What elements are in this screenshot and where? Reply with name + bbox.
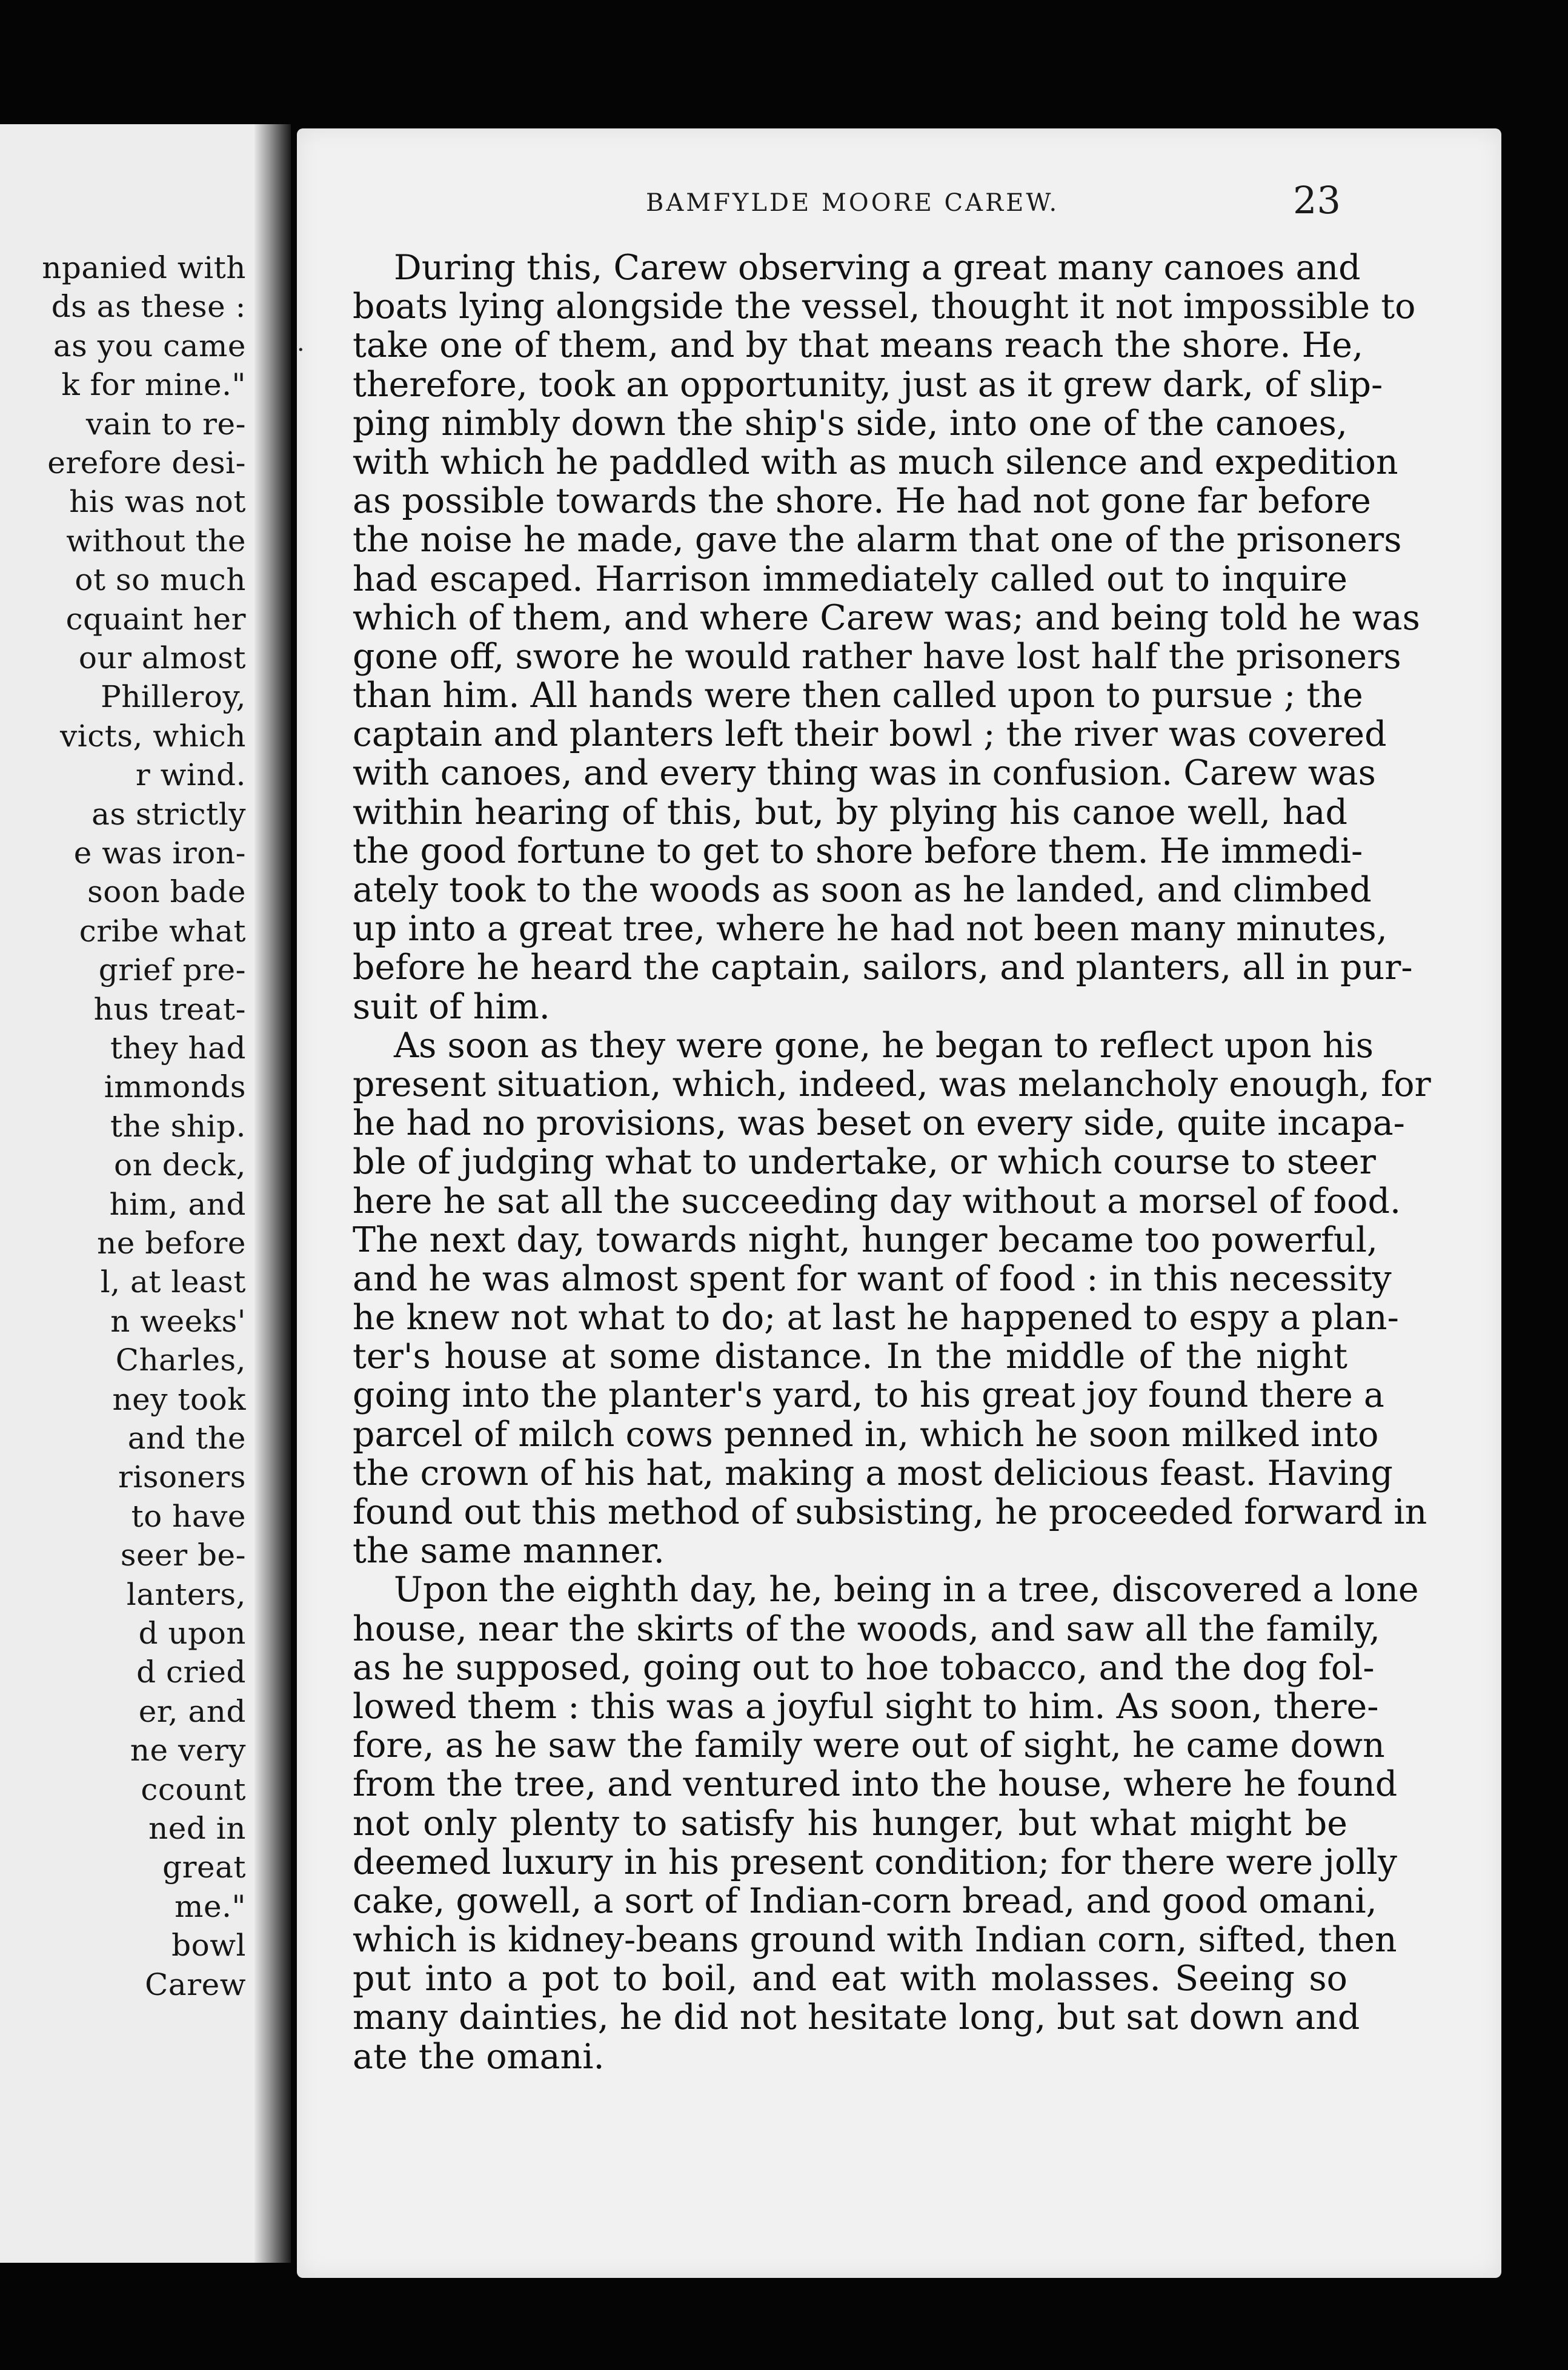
text-line: as he supposed, going out to hoe tobacco, and the dog fol- — [353, 1647, 1375, 1688]
book-gutter — [254, 124, 291, 2263]
facing-page-line: seer be- — [120, 1538, 246, 1573]
facing-page-line: l, at least — [100, 1264, 246, 1300]
text-line: the crown of his hat, making a most delicious feast. Having — [353, 1453, 1393, 1493]
text-line: captain and planters left their bowl ; the river was covered — [353, 714, 1387, 755]
facing-page-line: cribe what — [79, 913, 246, 949]
text-line: ate the omani. — [353, 2036, 605, 2077]
text-line: Upon the eighth day, he, being in a tree, discovered a lone — [394, 1570, 1419, 1610]
facing-page-line: ne very — [130, 1733, 246, 1768]
text-line: before he heard the captain, sailors, and planters, all in pur- — [353, 948, 1413, 988]
facing-page-line: Carew — [145, 1967, 246, 2002]
text-line: from the tree, and ventured into the house, where he found — [353, 1764, 1398, 1805]
facing-page-line: Philleroy, — [101, 679, 246, 715]
facing-page-line: ot so much — [75, 562, 246, 598]
text-line: fore, as he saw the family were out of sight, he came down — [353, 1725, 1385, 1766]
facing-page-line: as you came — [53, 328, 246, 363]
facing-page-line: his was not — [69, 484, 246, 520]
text-line: As soon as they were gone, he began to reflect upon his — [394, 1025, 1374, 1066]
text-line: ble of judging what to undertake, or which course to steer — [353, 1142, 1376, 1183]
text-line: deemed luxury in his present condition; for there were jolly — [353, 1842, 1397, 1882]
facing-page-line: n weeks' — [110, 1303, 246, 1339]
facing-page-line: risoners — [118, 1459, 246, 1495]
text-line: present situation, which, indeed, was melancholy enough, for — [353, 1064, 1431, 1104]
text-line: During this, Carew observing a great many canoes and — [394, 248, 1361, 288]
facing-page-line: d upon — [138, 1616, 246, 1651]
text-line: take one of them, and by that means reach the shore. He, — [353, 325, 1364, 366]
text-line: here he sat all the succeeding day without a morsel of food. — [353, 1181, 1401, 1221]
text-line: many dainties, he did not hesitate long, but sat down and — [353, 1997, 1360, 2038]
text-line: going into the planter's yard, to his great joy found there a — [353, 1375, 1384, 1416]
facing-page-line: d cried — [136, 1655, 246, 1690]
text-line: The next day, towards night, hunger became too powerful, — [353, 1220, 1378, 1260]
text-line: parcel of milch cows penned in, which he soon milked into — [353, 1414, 1379, 1455]
facing-page-line: ds as these : — [51, 289, 246, 325]
text-line: which of them, and where Carew was; and being told he was — [353, 597, 1420, 638]
text-line: up into a great tree, where he had not been many minutes, — [353, 909, 1387, 949]
text-line: he knew not what to do; at last he happened to espy a plan- — [353, 1298, 1399, 1338]
facing-page-line: and the — [127, 1421, 246, 1456]
text-line: put into a pot to boil, and eat with molasses. Seeing so — [353, 1959, 1347, 1999]
facing-page-line: him, and — [109, 1186, 246, 1222]
text-line: therefore, took an opportunity, just as it grew dark, of slip- — [353, 364, 1383, 405]
facing-page-line: victs, which — [60, 718, 246, 754]
facing-page-line: e was iron- — [73, 835, 246, 871]
text-line: had escaped. Harrison immediately called out to inquire — [353, 559, 1347, 599]
facing-page-line: soon bade — [87, 874, 246, 910]
text-line: with canoes, and every thing was in confusion. Carew was — [353, 753, 1376, 794]
facing-page-line: they had — [110, 1031, 246, 1066]
text-line: ately took to the woods as soon as he landed, and climbed — [353, 870, 1372, 910]
text-line: ter's house at some distance. In the middle of the night — [353, 1336, 1347, 1377]
text-line: cake, gowell, a sort of Indian-corn bread, and good omani, — [353, 1880, 1377, 1921]
text-line: gone off, swore he would rather have lost half the prisoners — [353, 636, 1401, 677]
facing-page-line: k for mine." — [61, 367, 246, 403]
facing-page-line: ned in — [148, 1811, 246, 1846]
text-line: with which he paddled with as much silence and expedition — [353, 442, 1398, 482]
text-line: which is kidney-beans ground with Indian corn, sifted, then — [353, 1920, 1397, 1960]
facing-page-line: the ship. — [110, 1108, 246, 1144]
facing-page-line: cquaint her — [65, 601, 246, 637]
facing-page-line: our almost — [78, 640, 246, 675]
page-number: 23 — [1293, 178, 1341, 222]
facing-page-line: me." — [174, 1888, 246, 1924]
text-line: found out this method of subsisting, he proceeded forward in — [353, 1492, 1427, 1532]
text-line: the same manner. — [353, 1531, 665, 1572]
text-line: the noise he made, gave the alarm that one of the prisoners — [353, 520, 1402, 560]
facing-page-line: as strictly — [91, 796, 246, 832]
facing-page-line: ne before — [97, 1226, 246, 1261]
text-line: ping nimbly down the ship's side, into one of the canoes, — [353, 403, 1347, 443]
body-text — [353, 248, 1431, 2077]
facing-page-line: to have — [131, 1498, 246, 1534]
facing-page-line: r wind. — [135, 757, 246, 793]
facing-page-line: great — [162, 1850, 246, 1885]
text-line: not only plenty to satisfy his hunger, but what might be — [353, 1803, 1347, 1844]
facing-page-line: erefore desi- — [47, 445, 246, 480]
facing-page-line: on deck, — [114, 1147, 246, 1183]
margin-mark: · — [297, 336, 305, 364]
facing-page-line: ney took — [112, 1381, 246, 1417]
facing-page-left — [0, 124, 267, 2263]
facing-page-line: immonds — [104, 1069, 246, 1105]
facing-page-line: Charles, — [115, 1343, 246, 1378]
facing-page-line: er, and — [138, 1693, 246, 1729]
facing-page-line: hus treat- — [93, 991, 246, 1027]
facing-page-line: vain to re- — [85, 406, 246, 442]
facing-page-line: ccount — [141, 1771, 246, 1807]
text-line: lowed them : this was a joyful sight to him. As soon, there- — [353, 1686, 1379, 1727]
facing-page-line: lanters, — [126, 1576, 246, 1612]
text-line: and he was almost spent for want of food : in this necessity — [353, 1258, 1392, 1299]
text-line: within hearing of this, but, by plying his canoe well, had — [353, 792, 1347, 832]
text-line: suit of him. — [353, 986, 550, 1027]
facing-page-line: grief pre- — [98, 952, 246, 988]
facing-page-line: npanied with — [42, 250, 246, 285]
text-line: as possible towards the shore. He had not gone far before — [353, 481, 1371, 522]
running-head: BAMFYLDE MOORE CAREW. — [646, 189, 1060, 217]
text-line: house, near the skirts of the woods, and saw all the family, — [353, 1608, 1380, 1649]
text-line: than him. All hands were then called upon to pursue ; the — [353, 675, 1363, 716]
text-line: the good fortune to get to shore before them. He immedi- — [353, 831, 1363, 871]
text-line: he had no provisions, was beset on every side, quite incapa- — [353, 1103, 1405, 1144]
text-line: boats lying alongside the vessel, thought it not impossible to — [353, 287, 1416, 327]
facing-page-line: bowl — [171, 1928, 246, 1963]
facing-page-line: without the — [66, 523, 246, 559]
